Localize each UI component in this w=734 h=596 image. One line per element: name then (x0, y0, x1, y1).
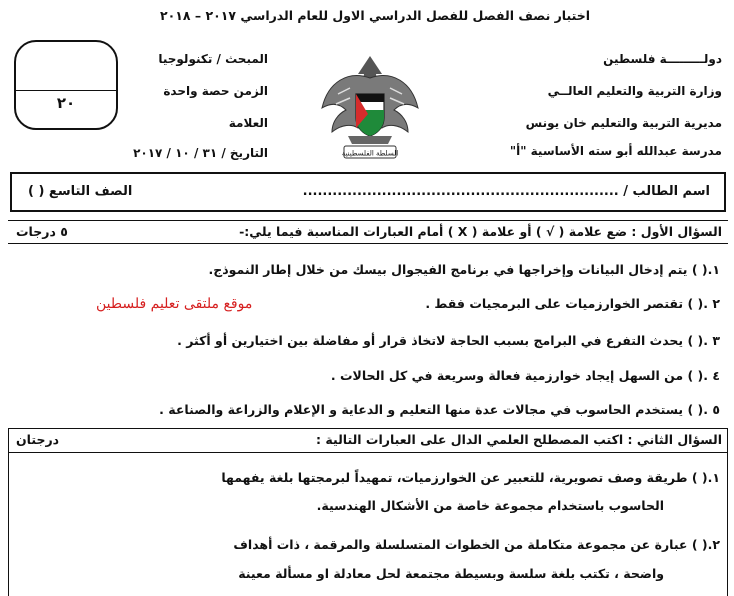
student-info-box (10, 172, 726, 212)
grade-divider (16, 90, 116, 91)
site-watermark: موقع ملتقى تعليم فلسطين (96, 296, 253, 312)
divider (8, 220, 728, 221)
question1-title: السؤال الأول : ضع علامة ( √ ) أو علامة ( X ) أمام العبارات المناسبة فيما يلي:- (239, 224, 722, 239)
grade-box (14, 40, 118, 130)
header-school: مدرسة عبدالله أبو سته الأساسية "أ" (509, 144, 722, 158)
q1-item-4: ٤ .( ) من السهل إيجاد خوارزمية فعالة وسريعة في كل الحالات . (330, 368, 720, 383)
header-time: الزمن حصة واحدة (163, 84, 268, 98)
q1-item-1: ١.( ) يتم إدخال البيانات وإخراجها في برنامج الفيجوال بيسك من خلال إطار النموذج. (208, 262, 720, 277)
q1-item-5: ٥ .( ) يستخدم الحاسوب في مجالات عدة منها التعليم و الدعاية و الإعلام والزراعة والصناعة . (159, 402, 720, 417)
header-subject: المبحث / تكنولوجيا (158, 52, 268, 66)
grade-total: ٢٠ (56, 94, 76, 112)
header-grade-label: العلامة (228, 116, 268, 130)
question1-marks: ٥ درجات (16, 224, 68, 239)
q2-item-1-line2: الحاسوب باستخدام مجموعة خاصة من الأشكال الهندسية. (316, 498, 664, 513)
header-directorate: مديرية التربية والتعليم خان يونس (525, 116, 722, 130)
header-state: دولـــــــــة فلسطين (603, 52, 722, 66)
q2-item-1-line1: ١.( ) طريقة وصف تصويرية، للتعبير عن الخوارزميات، تمهيداً لبرمجتها بلغة يفهمها (221, 470, 720, 485)
student-class-field[interactable]: الصف التاسع ( ) (28, 184, 133, 199)
divider (8, 452, 728, 453)
palestinian-eagle-emblem (318, 48, 422, 170)
exam-title: اختبار نصف الفصل للفصل الدراسي الاول للعام الدراسي ٢٠١٧ – ٢٠١٨ (160, 8, 590, 23)
emblem-caption: السلطة الفلسطينية (341, 149, 399, 158)
q1-item-2: ٢ .( ) تقتصر الخوارزميات على البرمجيات فقط . (425, 296, 720, 311)
q2-item-2-line1: ٢.( ) عبارة عن مجموعة متكاملة من الخطوات المتسلسلة والمرقمة ، ذات أهداف (233, 537, 720, 552)
q2-item-2-line2: واضحة ، تكتب بلغة سلسة وبسيطة مجتمعة لحل معادلة او مسألة معينة (238, 566, 664, 581)
divider (8, 243, 728, 244)
student-name-field[interactable]: اسم الطالب / ................................................................ (302, 184, 710, 199)
header-date: التاريخ / ٣١ / ١٠ / ٢٠١٧ (133, 146, 268, 160)
flag-shield (356, 94, 384, 136)
question2-marks: درجتان (16, 432, 60, 447)
header-ministry: وزارة التربية والتعليم العالــي (547, 84, 722, 98)
question2-title: السؤال الثاني : اكتب المصطلح العلمي الدال على العبارات التالية : (316, 432, 722, 447)
q1-item-3: ٣ .( ) يحدث التفرع في البرامج بسبب الحاجة لاتخاذ قرار أو مفاضلة بين اختيارين أو أكثر . (177, 333, 720, 348)
divider (8, 428, 728, 429)
